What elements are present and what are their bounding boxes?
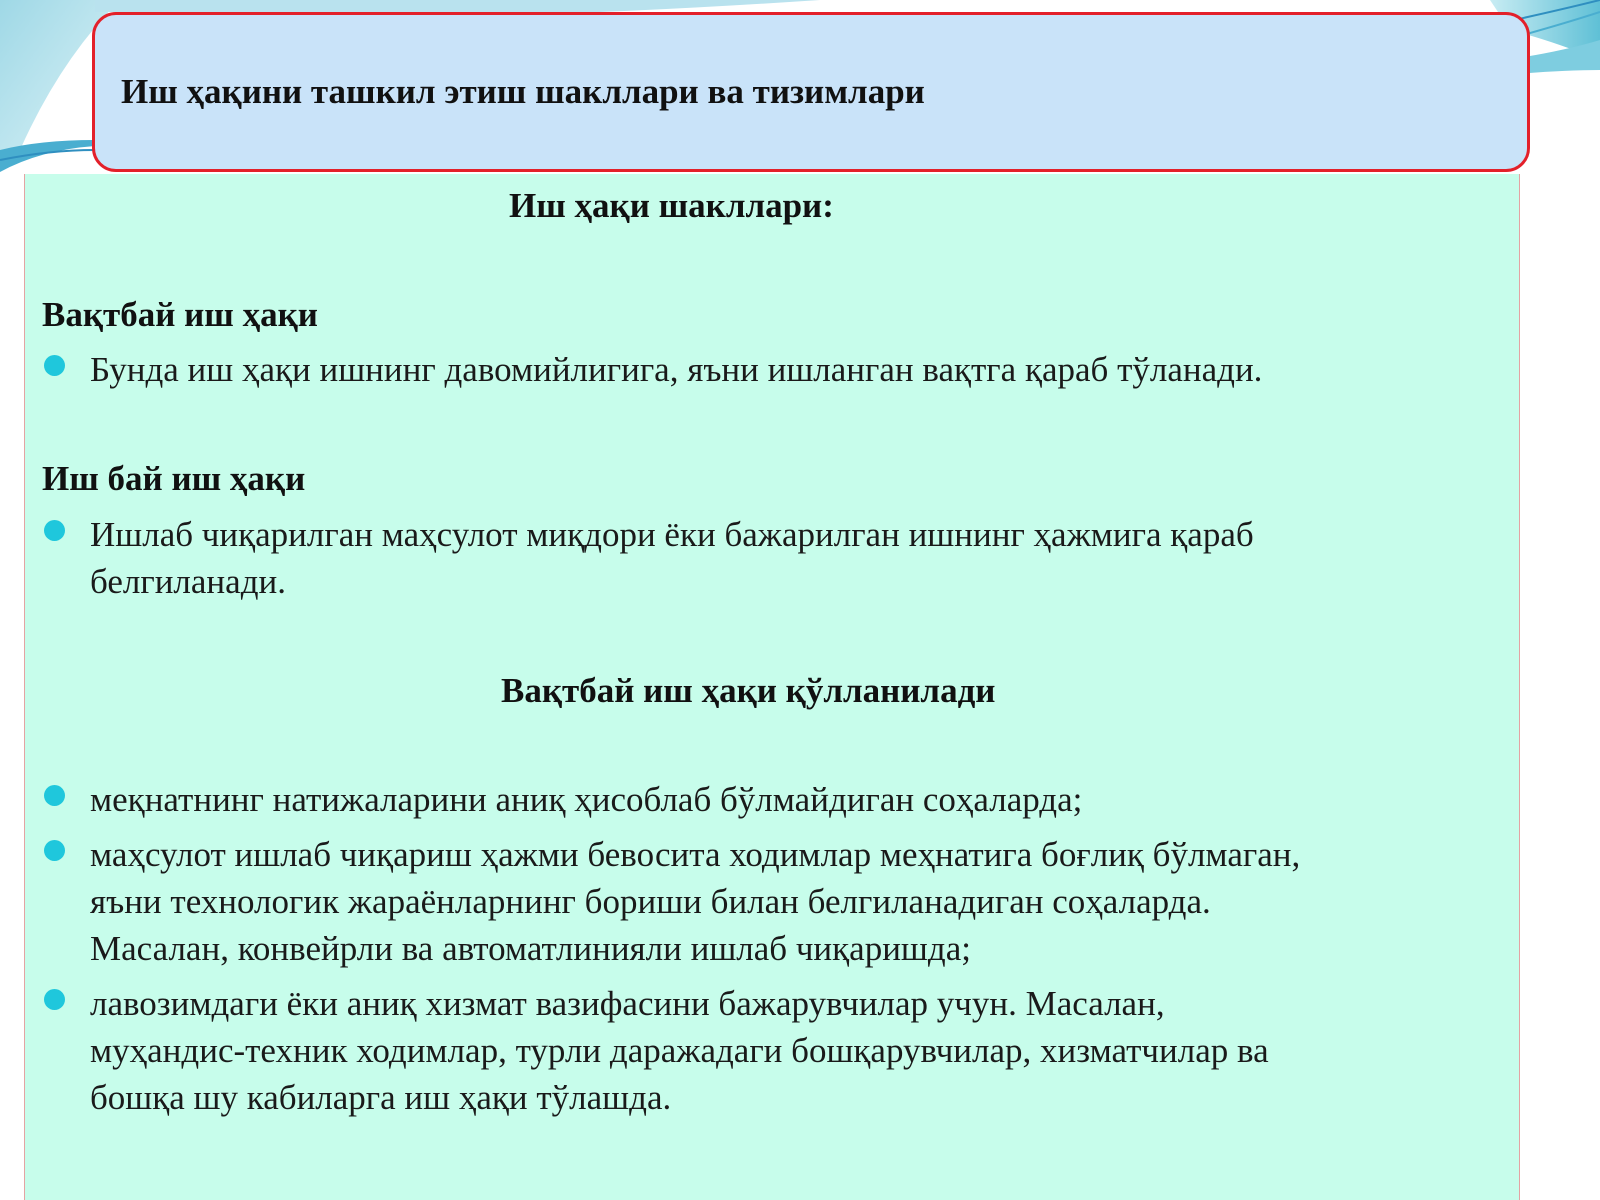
time-wage-text: Бунда иш ҳақи ишнинг давомийлигига, яъни ишланган вақтга қараб тўланади.	[90, 350, 1263, 389]
applied-item-line: лавозимдаги ёки аниқ хизмат вазифасини бажарувчилар учун. Масалан,	[90, 984, 1165, 1023]
bullet-dot	[44, 785, 65, 806]
content-panel	[24, 174, 1520, 1200]
forms-heading: Иш ҳақи шакллари:	[509, 186, 834, 225]
applied-item-line: маҳсулот ишлаб чиқариш ҳажми бевосита ходимлар меҳнатига боғлиқ бўлмаган,	[90, 835, 1301, 874]
bullet-dot	[44, 355, 65, 376]
applied-item-line: Масалан, конвейрли ва автоматлинияли ишлаб чиқаришда;	[90, 929, 971, 968]
applied-item-line: муҳандис-техник ходимлар, турли даражадаги бошқарувчилар, хизматчилар ва	[90, 1031, 1269, 1070]
applied-heading: Вақтбай иш ҳақи қўлланилади	[501, 671, 996, 710]
applied-item-line: яъни технологик жараёнларнинг бориши билан белгиланадиган соҳаларда.	[90, 882, 1211, 921]
bullet-dot	[44, 520, 65, 541]
applied-item-line: бошқа шу кабиларга иш ҳақи тўлашда.	[90, 1078, 672, 1117]
applied-item-line: меқнатнинг натижаларини аниқ ҳисоблаб бўлмайдиган соҳаларда;	[90, 780, 1083, 819]
time-wage-heading: Вақтбай иш ҳақи	[42, 295, 318, 334]
bullet-dot	[44, 840, 65, 861]
piece-wage-text-line: белгиланади.	[90, 562, 286, 601]
piece-wage-heading: Иш бай иш ҳақи	[42, 459, 306, 498]
title-box	[92, 12, 1530, 172]
piece-wage-text-line: Ишлаб чиқарилган маҳсулот миқдори ёки бажарилган ишнинг ҳажмига қараб	[90, 515, 1254, 554]
bullet-dot	[44, 989, 65, 1010]
slide-title: Иш ҳақини ташкил этиш шакллари ва тизимлари	[121, 72, 925, 111]
